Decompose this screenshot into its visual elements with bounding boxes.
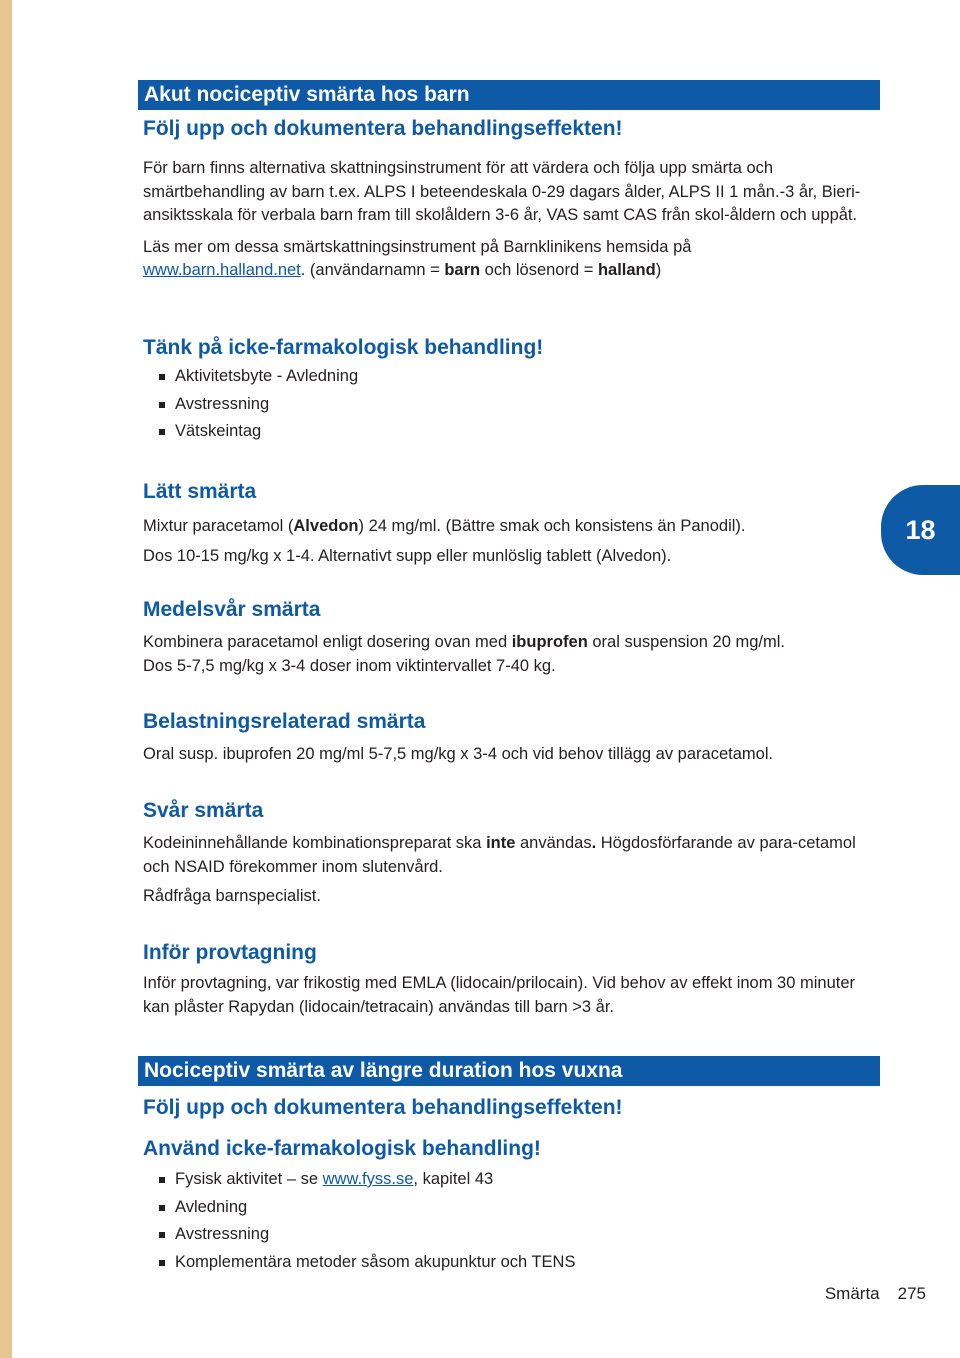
chapter-tab: 18	[881, 485, 960, 575]
acute-reference-paragraph	[143, 236, 872, 283]
mild-pain-line1: Mixtur paracetamol (Alvedon) 24 mg/ml. (Bättre smak och konsistens än Panodil).	[143, 517, 746, 535]
ibuprofen-drug: ibuprofen	[511, 633, 588, 651]
list-item: Fysisk aktivitet – se www.fyss.se, kapitel 43	[143, 1166, 872, 1194]
bullet-square-icon	[159, 1177, 165, 1183]
acute-intro-paragraph: För barn finns alternativa skattningsinstrument för att värdera och följa upp smärta och smärtbehandling av barn t.ex. ALPS I beteendeskala 0-29 dagars ålder, ALPS II 1 mån.-3 år, Bieri-ansiktsskala för verbala barn fram till skolåldern 3-6 år, VAS samt CAS från skol-åldern och uppåt.	[143, 159, 861, 224]
severe-pain-heading: Svår smärta	[143, 799, 264, 822]
nonpharm-children-list	[143, 363, 872, 446]
adults-followup-block	[143, 1095, 872, 1121]
acute-intro-block	[143, 157, 872, 283]
adults-followup-heading: Följ upp och dokumentera behandlingseffekten!	[143, 1096, 623, 1119]
left-margin-rule	[0, 0, 12, 1358]
load-pain-line1: Oral susp. ibuprofen 20 mg/ml 5-7,5 mg/kg x 3-4 och vid behov tillägg av paracetamol.	[143, 745, 774, 763]
reference-text: Läs mer om dessa smärtskattningsinstrument på Barnklinikens hemsida på	[143, 237, 692, 256]
acute-followup-heading: Följ upp och dokumentera behandlingseffekten!	[143, 117, 623, 140]
reference-after: . (användarnamn =	[300, 261, 445, 279]
page-number: 275	[897, 1284, 926, 1303]
sampling-block	[143, 940, 872, 1019]
page-footer	[807, 1284, 926, 1304]
barnklinik-link[interactable]: www.barn.halland.net	[143, 261, 301, 279]
nonpharm-children-block	[143, 335, 872, 446]
list-item: Avledning	[143, 1194, 872, 1222]
severe-pain-block	[143, 798, 872, 909]
sampling-heading: Inför provtagning	[143, 941, 317, 964]
list-item: Aktivitetsbyte - Avledning	[143, 363, 872, 391]
section-bar-adults: Nociceptiv smärta av längre duration hos vuxna	[138, 1056, 880, 1086]
moderate-pain-line2: Dos 5-7,5 mg/kg x 3-4 doser inom viktintervallet 7-40 kg.	[143, 656, 556, 675]
section-bar-acute-children: Akut nociceptiv smärta hos barn	[138, 80, 880, 110]
load-pain-heading: Belastningsrelaterad smärta	[143, 710, 426, 733]
nonpharm-children-heading: Tänk på icke-farmakologisk behandling!	[143, 336, 544, 359]
list-item: Komplementära metoder såsom akupunktur och TENS	[143, 1249, 872, 1277]
mild-pain-block	[143, 479, 872, 568]
bullet-square-icon	[159, 1232, 165, 1238]
username-value: barn	[444, 261, 481, 279]
nonpharm-adults-block	[143, 1136, 872, 1276]
nonpharm-adults-list	[143, 1166, 872, 1276]
footer-section-name: Smärta	[824, 1284, 880, 1303]
mild-pain-heading: Lätt smärta	[143, 480, 257, 503]
list-item: Vätskeintag	[143, 418, 872, 446]
nonpharm-adults-heading: Använd icke-farmakologisk behandling!	[143, 1137, 541, 1160]
not-emphasis: inte	[486, 834, 516, 852]
password-value: halland	[597, 261, 656, 279]
bullet-square-icon	[159, 429, 165, 435]
severe-pain-advice: Rådfråga barnspecialist.	[143, 887, 321, 905]
sampling-paragraph: Inför provtagning, var frikostig med EMLA (lidocain/prilocain). Vid behov av effekt inom 30 minuter kan plåster Rapydan (lidocain/tetracain) användas till barn >3 år.	[143, 974, 855, 1016]
load-pain-block	[143, 709, 872, 767]
alvedon-drug: Alvedon	[293, 517, 359, 535]
bullet-square-icon	[159, 1260, 165, 1266]
moderate-pain-heading: Medelsvår smärta	[143, 598, 321, 621]
acute-followup-block	[143, 116, 872, 142]
reference-mid: och lösenord =	[480, 261, 598, 279]
bullet-square-icon	[159, 374, 165, 380]
severe-pain-paragraph: Kodeininnehållande kombinationspreparat ska inte användas. Högdosförfarande av para-cetamol och NSAID förekommer inom slutenvård.	[143, 834, 856, 876]
list-item: Avstressning	[143, 391, 872, 419]
moderate-pain-line1: Kombinera paracetamol enligt dosering ovan med ibuprofen oral suspension 20 mg/ml.	[143, 633, 785, 651]
bullet-square-icon	[159, 402, 165, 408]
list-item: Avstressning	[143, 1221, 872, 1249]
fyss-link[interactable]: www.fyss.se	[322, 1170, 414, 1188]
mild-pain-line2: Dos 10-15 mg/kg x 1-4. Alternativt supp eller munlöslig tablett (Alvedon).	[143, 546, 672, 565]
reference-end: )	[655, 261, 662, 279]
moderate-pain-block	[143, 597, 872, 678]
bullet-square-icon	[159, 1205, 165, 1211]
